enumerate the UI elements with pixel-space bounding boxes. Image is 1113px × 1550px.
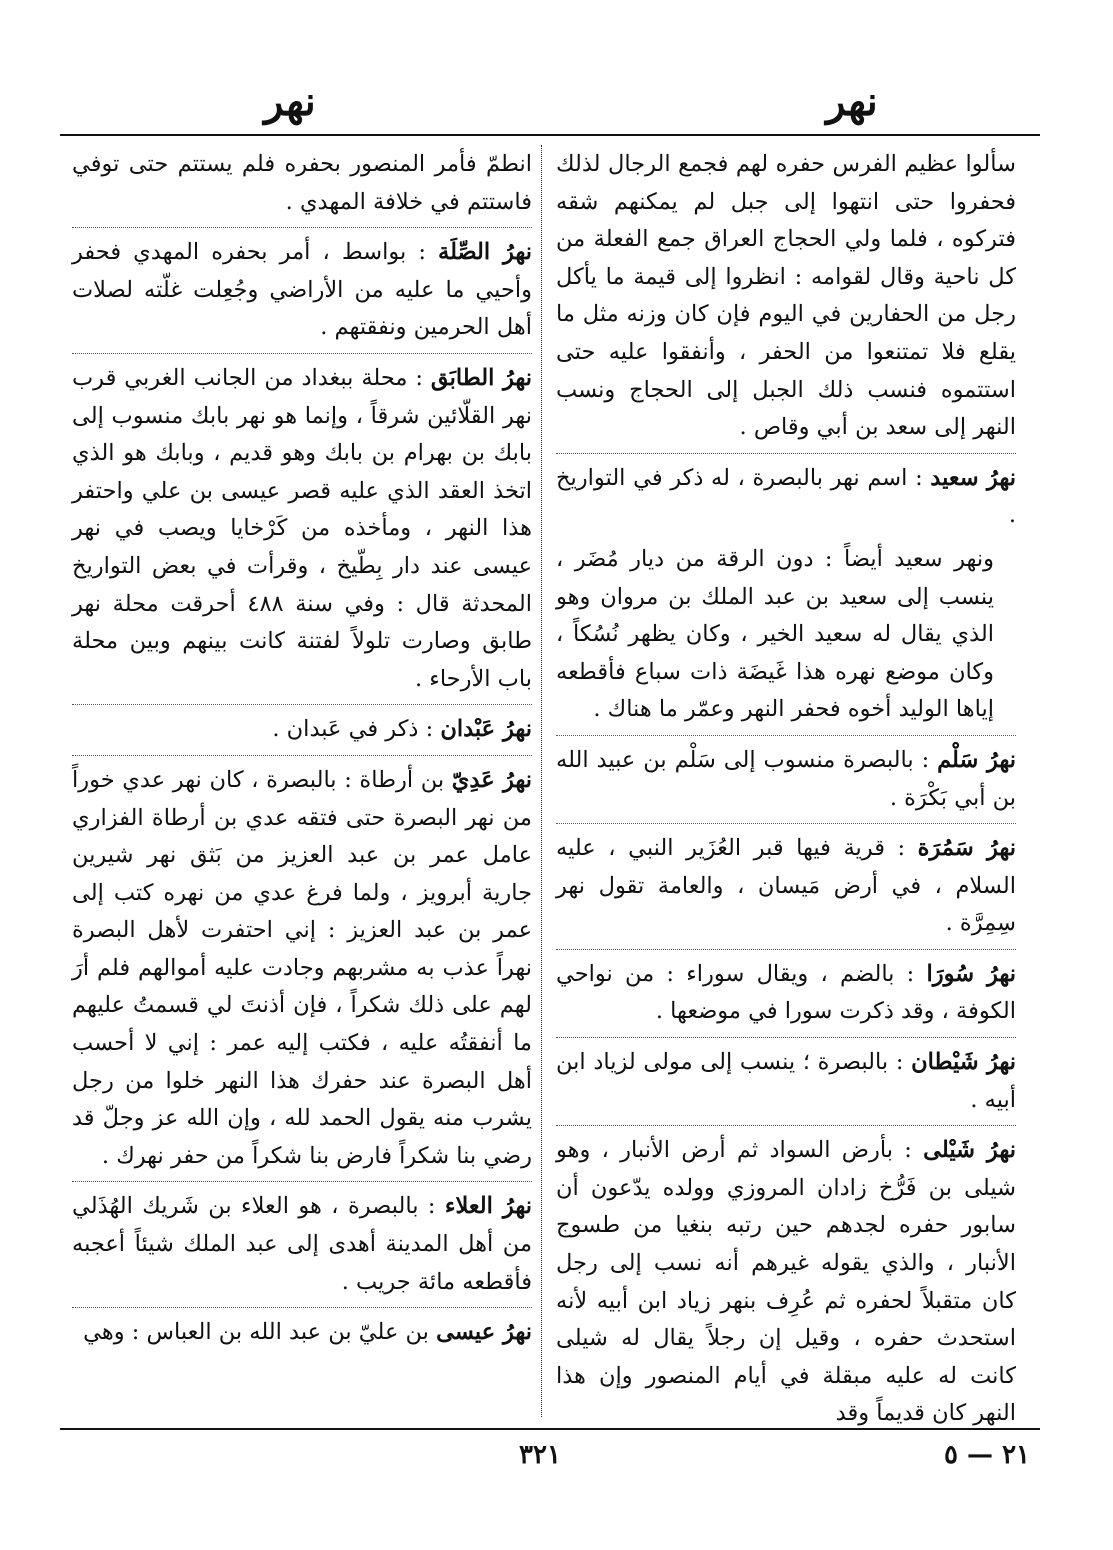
dictionary-entry — [556, 742, 1016, 817]
entry-text: سألوا عظيم الفرس حفره لهم فجمع الرجال لذلك فحفروا حتى انتهوا إلى جبل لم يمكنهم شقه فتركوه ، فلما ولي الحجاج العراق جمع الفعلة من كل ناحية وقال لقوامه : انظروا إلى قيمة ما يأكل رجل من الحفارين في اليوم فإن كان وزنه مثل ما يقلع فلا تمتنعوا من الحفر ، وأنفقوا عليه حتى استتموه فنسب ذلك الجبل إلى الحجاج ونسب النهر إلى سعد بن أبي وقاص . — [556, 151, 1016, 441]
entry-separator — [72, 1181, 532, 1182]
entry-headword: نهرُ سُورَا — [926, 960, 1016, 987]
entry-text: بن عليّ بن عبد الله بن العباس : وهي — [83, 1319, 437, 1346]
dictionary-entry — [72, 1314, 532, 1352]
right-column — [556, 146, 1016, 1439]
entry-separator — [556, 453, 1016, 454]
entry-separator — [556, 949, 1016, 950]
entry-separator — [556, 735, 1016, 736]
entry-separator — [72, 353, 532, 354]
entry-headword: نهرُ عَبْدان — [440, 716, 532, 743]
entry-text: : بأرض السواد ثم أرض الأنبار ، وهو شيلى بن فَرُّخ زادان المروزي وولده يدّعون أن سابور حفره لجدهم حين رتبه بنغيا من طسوج الأنبار ، والذي يقوله غيرهم أنه نسب إلى رجل كان متقبلاً لحفره ثم عُرِف بنهر زياد ابن أبيه لأنه استحدث حفره ، وقيل إن رجلاً يقال له شيلى كانت له عليه مبقلة في أيام المنصور وإن هذا النهر كان قديماً وقد — [556, 1137, 1016, 1427]
entry-text: : بالبصرة ، هو العلاء بن شَريك الهُذَلي من أهل المدينة أهدى إلى عبد الملك شيئاً أعجبه فأقطعه مائة جريب . — [72, 1193, 532, 1295]
column-divider — [541, 145, 542, 1417]
entry-headword: نهرُ شَيْطان — [911, 1049, 1017, 1076]
dictionary-entry — [72, 146, 532, 221]
dictionary-entry — [556, 1044, 1016, 1119]
entry-headword: نهرُ الصِّلَة — [438, 239, 532, 266]
dictionary-entry — [72, 711, 532, 749]
header-rule — [60, 134, 1040, 136]
entry-headword: نهرُ سَمُرَة — [917, 835, 1016, 862]
dictionary-entry — [72, 1188, 532, 1301]
page-number: ٣٢١ — [519, 1440, 561, 1470]
entry-headword: نهرُ عَدِيّ — [451, 766, 532, 793]
entry-separator — [556, 823, 1016, 824]
entry-text: : قرية فيها قبر العُزَير النبي ، عليه السلام ، في أرض مَيسان ، والعامة تقول نهر سِمِرَّة . — [556, 835, 1016, 937]
dictionary-entry — [556, 956, 1016, 1031]
entry-text: : اسم نهر بالبصرة ، له ذكر في التواريخ . — [556, 464, 1016, 529]
dictionary-entry — [556, 1132, 1016, 1433]
entry-headword: نهرُ الطابَق — [430, 364, 532, 391]
entry-headword: نهرُ شَيْلى — [923, 1137, 1016, 1164]
running-header-left: نهر — [264, 78, 316, 125]
entry-separator — [72, 1307, 532, 1308]
dictionary-entry — [556, 541, 1016, 729]
entry-headword: نهرُ سَلْم — [937, 746, 1016, 773]
running-header-right: نهر — [826, 78, 878, 125]
entry-text: : بواسط ، أمر بحفره المهدي فحفر وأحيي ما عليه من الأراضي وجُعِلت غلّته لصلات أهل الحرمين ونفقتهم . — [72, 239, 532, 341]
entry-separator — [72, 755, 532, 756]
dictionary-entry — [556, 830, 1016, 943]
entry-text: بن أرطاة : بالبصرة ، كان نهر عدي خوراً من نهر البصرة حتى فتقه عدي بن أرطاة الفزاري عامل عمر بن عبد العزيز من بَثق نهر شيرين جارية أبرويز ، ولما فرغ عدي من نهره كتب إلى عمر بن عبد العزيز : إني احتفرت لأهل البصرة نهراً عذب به مشربهم وجادت عليه أموالهم فلم أرَ لهم على ذلك شكراً ، فإن أذنتَ لي قسمتُ عليهم ما أنفقتُه عليه ، فكتب إليه عمر : إني لا أحسب أهل البصرة عند حفرك هذا النهر خلوا من رجل يشرب منه يقول الحمد لله ، وإن الله عز وجلّ قد رضي بنا شكراً فارض بنا شكراً من حفر نهرك . — [72, 766, 532, 1169]
entry-text: : بالبصرة ؛ ينسب إلى مولى لزياد ابن أبيه . — [556, 1049, 1016, 1113]
entry-headword: نهرُ عيسى — [436, 1319, 532, 1346]
dictionary-entry — [556, 146, 1016, 447]
entry-text: ونهر سعيد أيضاً : دون الرقة من ديار مُضَر ، ينسب إلى سعيد بن عبد الملك بن مروان وهو الذي يقال له سعيد الخير ، وكان يظهر نُسُكاً ، وكان موضع نهره هذا غَيضَة ذات سباع فأقطعه إياها الوليد أخوه فحفر النهر وعمّر ما هناك . — [556, 545, 994, 723]
entry-headword: نهرُ العلاء — [444, 1193, 532, 1220]
entry-separator — [72, 227, 532, 228]
entry-text: : محلة ببغداد من الجانب الغربي قرب نهر القلّائين شرقاً ، وإنما هو نهر بابك منسوب إلى بابك بن بهرام بن بابك وهو قديم ، وبابك هو الذي اتخذ العقد الذي عليه قصر عيسى بن علي واحتفر هذا النهر ، ومأخذه من كَرْخايا ويصب في نهر عيسى عند دار بِطّيخ ، وقرأت في بعض التواريخ المحدثة قال : وفي سنة ٤٨٨ أحرقت محلة نهر طابق وصارت تلولاً لفتنة كانت بينهم وبين محلة باب الأرحاء . — [72, 364, 533, 692]
entry-separator — [556, 1037, 1016, 1038]
entry-separator — [556, 1125, 1016, 1126]
left-column — [72, 146, 532, 1358]
entry-headword: نهرُ سعيد — [930, 464, 1016, 491]
signature-mark: ٢١ — ٥ — [943, 1440, 1030, 1470]
dictionary-entry — [72, 234, 532, 347]
dictionary-entry — [72, 360, 532, 698]
entry-text: : بالضم ، ويقال سوراء : من نواحي الكوفة ، وقد ذكرت سورا في موضعها . — [556, 960, 1016, 1025]
entry-text: : بالبصرة منسوب إلى سَلْم بن عبيد الله بن أبي بَكْرَة . — [556, 746, 1016, 811]
dictionary-entry — [556, 460, 1016, 535]
entry-text: : ذكر في عَبدان . — [272, 716, 441, 743]
footer-rule — [60, 1428, 1040, 1430]
entry-text: انطمّ فأمر المنصور بحفره فلم يستتم حتى توفي فاستتم في خلافة المهدي . — [72, 151, 532, 215]
dictionary-entry — [72, 762, 532, 1176]
entry-separator — [72, 704, 532, 705]
